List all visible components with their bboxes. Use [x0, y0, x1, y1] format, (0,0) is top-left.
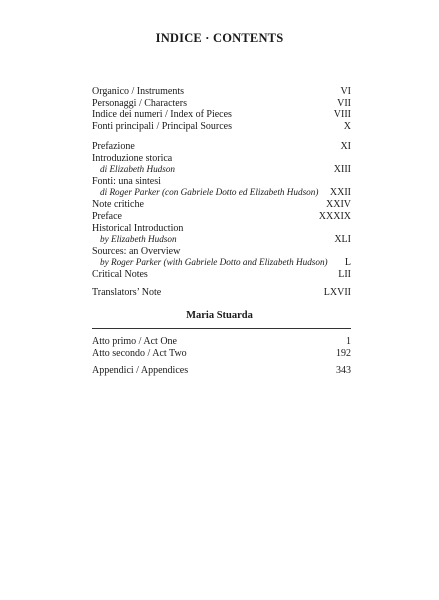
toc-entry — [92, 336, 351, 348]
toc-entry-label: Introduzione storica — [92, 152, 173, 164]
toc-entry-page: X — [343, 120, 351, 132]
toc-entry — [92, 365, 351, 377]
toc-entry-page: 1 — [346, 336, 351, 347]
toc-group-front-matter — [92, 86, 351, 132]
toc-entry-label: di Roger Parker (con Gabriele Dotto ed Elizabeth Hudson) — [100, 187, 319, 198]
toc-entry-label: Atto primo / Act One — [92, 336, 177, 347]
toc-entry-label: Appendici / Appendices — [92, 365, 189, 376]
toc-entry-label: Historical Introduction — [92, 222, 184, 234]
toc-entry — [92, 287, 351, 299]
toc-entry-label: Personaggi / Characters — [92, 97, 187, 109]
toc-entry — [92, 164, 351, 176]
toc-entry — [92, 109, 351, 121]
toc-entry-page: L — [344, 257, 351, 269]
toc-entry-page: XXXIX — [318, 211, 351, 222]
toc-entry — [92, 199, 351, 211]
toc-entry-page: XXII — [329, 187, 351, 199]
toc-entry-page: XIII — [333, 164, 351, 176]
toc-entry-label: Preface — [92, 211, 122, 222]
toc-entry-label: Fonti: una sintesi — [92, 175, 161, 187]
toc-entry — [92, 223, 351, 235]
work-title: Maria Stuarda — [186, 310, 253, 321]
toc-entry — [92, 257, 351, 269]
toc-entry-label: Indice dei numeri / Index of Pieces — [92, 109, 232, 121]
toc-entry — [92, 246, 351, 258]
toc-entry — [92, 121, 351, 133]
toc-group-translators — [92, 287, 351, 299]
toc-entry-label: Atto secondo / Act Two — [92, 347, 187, 359]
toc-entry — [92, 86, 351, 98]
toc-entry-page: VI — [340, 86, 351, 97]
toc-entry — [92, 187, 351, 199]
toc-entry-page: LII — [338, 268, 351, 280]
toc-entry-page: 192 — [336, 347, 351, 359]
toc-entry-page: XI — [340, 141, 351, 152]
toc-entry — [92, 234, 351, 246]
toc-entry — [92, 141, 351, 153]
toc-group-appendices — [92, 365, 351, 377]
toc-entry — [92, 176, 351, 188]
toc-entry-page: VII — [337, 97, 351, 109]
toc-entry — [92, 269, 351, 281]
toc-entry — [92, 98, 351, 110]
toc-entry-page: XLI — [334, 234, 351, 246]
toc-entry-label: by Elizabeth Hudson — [100, 234, 177, 245]
page-title: INDICE · CONTENTS — [155, 31, 284, 45]
toc-group-italian — [92, 141, 351, 211]
toc-entry-page: XXIV — [326, 198, 351, 210]
toc-entry-label: Note critiche — [92, 198, 144, 210]
divider — [92, 328, 351, 329]
toc-entry-label: Critical Notes — [92, 268, 148, 280]
toc-entry-label: by Roger Parker (with Gabriele Dotto and Elizabeth Hudson) — [100, 257, 328, 268]
toc-entry — [92, 348, 351, 360]
toc-entry-page: VIII — [333, 109, 351, 121]
toc-entry-page: 343 — [336, 365, 351, 376]
toc-entry-label: Prefazione — [92, 141, 135, 152]
toc-entry — [92, 211, 351, 223]
toc-entry-page: LXVII — [323, 287, 351, 298]
toc-entry-label: Fonti principali / Principal Sources — [92, 120, 232, 132]
toc-group-acts — [92, 336, 351, 359]
toc-entry — [92, 153, 351, 165]
toc-entry-label: Sources: an Overview — [92, 245, 181, 257]
toc-group-english — [92, 211, 351, 281]
toc-entry-label: di Elizabeth Hudson — [100, 164, 176, 175]
toc-entry-label: Organico / Instruments — [92, 86, 185, 97]
toc-entry-label: Translators’ Note — [92, 287, 162, 298]
